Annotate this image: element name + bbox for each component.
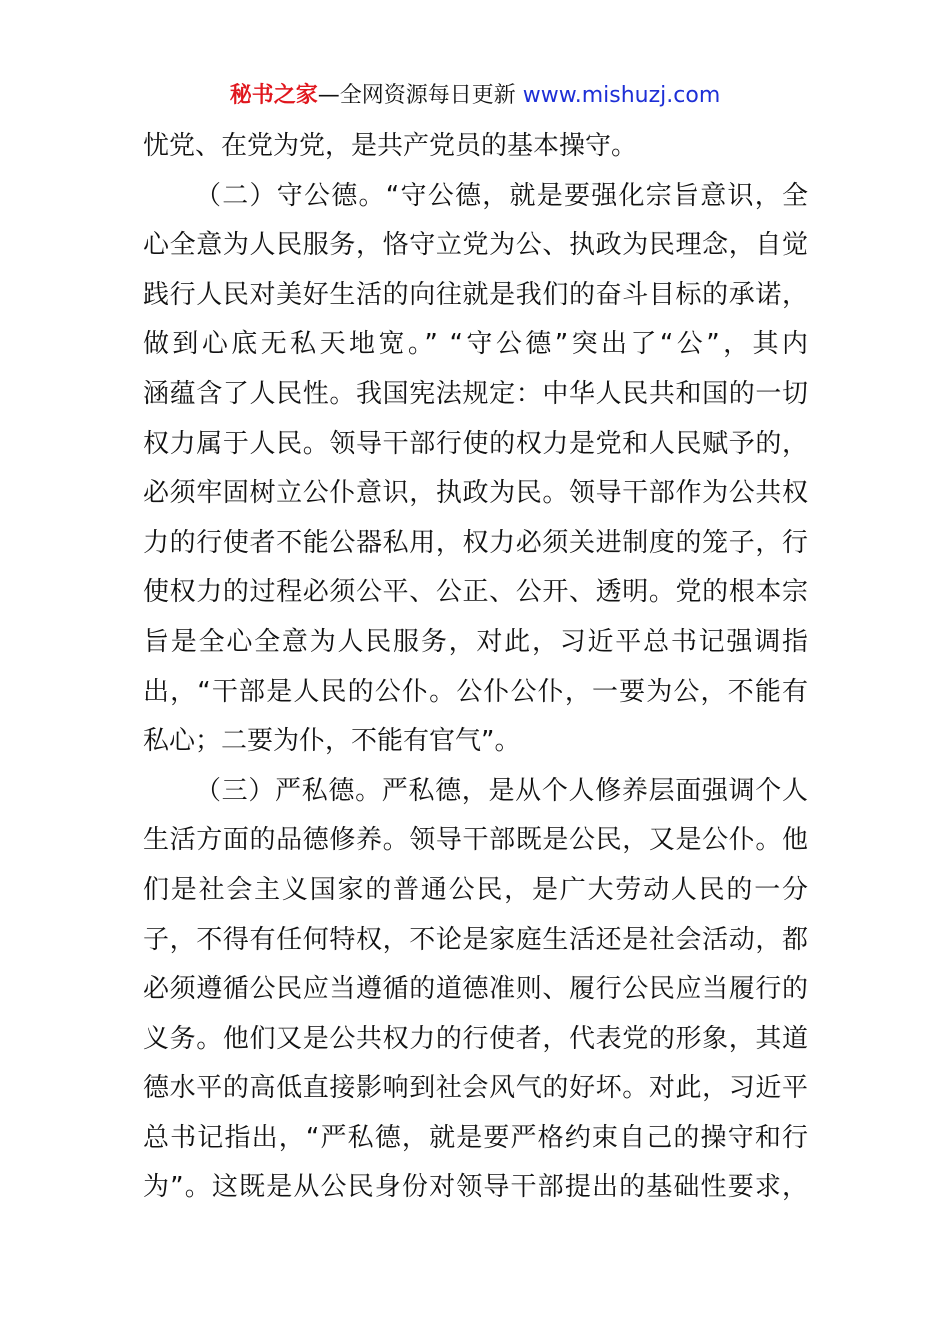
text-line: 涵蕴含了人民性。我国宪法规定：中华人民共和国的一切 [143, 378, 808, 409]
text-line: 德水平的高低直接影响到社会风气的好坏。对此，习近平 [143, 1073, 808, 1104]
text-line: 做到心底无私天地宽。” “守公德”突出了“公”，其内 [143, 329, 808, 360]
text-line: （三）严私德。严私德，是从个人修养层面强调个人 [195, 775, 808, 806]
text-line: 忧党、在党为党，是共产党员的基本操守。 [143, 131, 638, 161]
header-url-link[interactable]: www.mishuzj.com [522, 83, 721, 108]
text-line: 出，“干部是人民的公仆。公仆公仆，一要为公，不能有 [143, 676, 808, 707]
text-line: 们是社会主义国家的普通公民，是广大劳动人民的一分 [143, 874, 808, 905]
text-line: 总书记指出，“严私德，就是要严格约束自己的操守和行 [143, 1122, 808, 1153]
text-line: 生活方面的品德修养。领导干部既是公民，又是公仆。他 [143, 825, 808, 856]
text-line: 权力属于人民。领导干部行使的权力是党和人民赋予的， [143, 428, 808, 459]
page-header [0, 80, 950, 112]
text-line: 必须遵循公民应当遵循的道德准则、履行公民应当履行的 [143, 974, 808, 1005]
text-line: 使权力的过程必须公平、公正、公开、透明。党的根本宗 [143, 577, 808, 608]
text-line: 旨是全心全意为人民服务，对此，习近平总书记强调指 [143, 626, 808, 657]
header-brand: 秘书之家 [229, 83, 318, 108]
header-tagline: —全网资源每日更新 [317, 83, 523, 108]
text-line: 心全意为人民服务，恪守立党为公、执政为民理念，自觉 [143, 230, 808, 261]
text-line: 子，不得有任何特权，不论是家庭生活还是社会活动，都 [143, 924, 808, 955]
text-line: 力的行使者不能公器私用，权力必须关进制度的笼子，行 [143, 527, 808, 558]
text-line: 私心；二要为仆，不能有官气”。 [143, 726, 521, 757]
text-line: 践行人民对美好生活的向往就是我们的奋斗目标的承诺， [143, 279, 808, 310]
text-line: 为”。这既是从公民身份对领导干部提出的基础性要求， [143, 1172, 808, 1203]
text-line: 义务。他们又是公共权力的行使者，代表党的形象，其道 [143, 1023, 808, 1054]
document-body [143, 122, 808, 1213]
text-line: 必须牢固树立公仆意识，执政为民。领导干部作为公共权 [143, 478, 808, 509]
text-line: （二）守公德。“守公德，就是要强化宗旨意识，全 [195, 180, 808, 211]
